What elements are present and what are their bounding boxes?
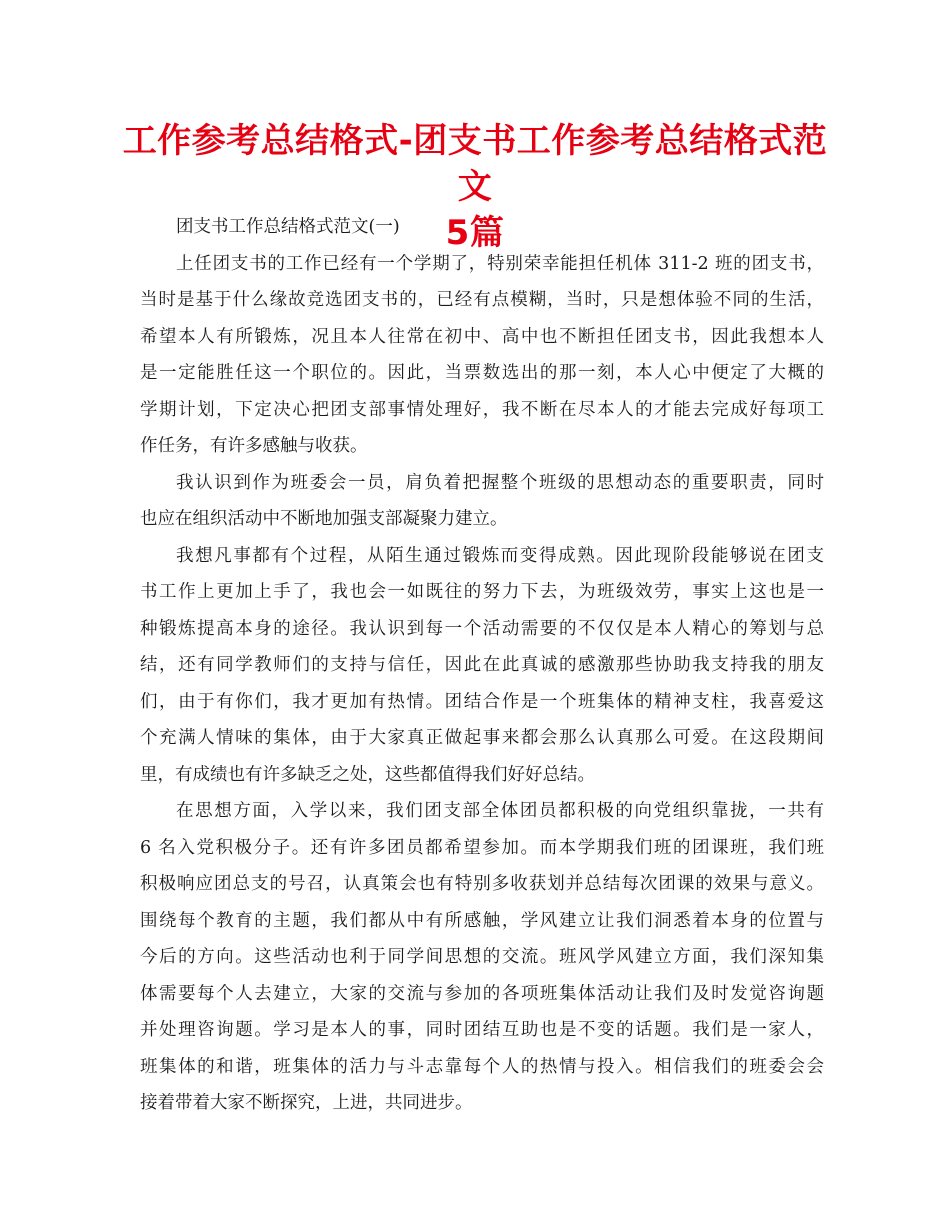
paragraph-line: 6 名入党积极分子。还有许多团员都希望参加。而本学期我们班的团课班，我们班 xyxy=(140,837,824,858)
paragraph-line: 接着带着大家不断探究，上进，共同进步。 xyxy=(140,1093,473,1113)
paragraph-line: 积极响应团总支的号召，认真策会也有特别多收获划并总结每次团课的效果与意义。 xyxy=(140,874,824,894)
section-heading: 团支书工作总结格式范文(一) xyxy=(176,217,400,237)
title-line-1: 工作参考总结格式-团支书工作参考总结格式范文 xyxy=(122,121,828,207)
paragraph-line: 个充满人情味的集体，由于大家真正做起事来都会那么认真那么可爱。在这段期间 xyxy=(140,728,824,748)
paragraph-line: 并处理咨询题。学习是本人的事，同时团结互助也是不变的话题。我们是一家人， xyxy=(140,1020,824,1040)
paragraph-line: 上任团支书的工作已经有一个学期了，特别荣幸能担任机体 311-2 班的团支书， xyxy=(176,253,824,274)
paragraph-line: 书工作上更加上手了，我也会一如既往的努力下去，为班级效劳，事实上这也是一 xyxy=(140,582,824,602)
paragraph-line: 希望本人有所锻炼，况且本人往常在初中、高中也不断担任团支书，因此我想本人 xyxy=(140,326,824,347)
paragraph-line: 今后的方向。这些活动也利于同学间思想的交流。班风学风建立方面，我们深知集 xyxy=(140,947,824,967)
paragraph-line: 我想凡事都有个过程，从陌生通过锻炼而变得成熟。因此现阶段能够说在团支 xyxy=(176,545,824,566)
paragraph-line: 结，还有同学教师们的支持与信任，因此在此真诚的感激那些协助我支持我的朋友 xyxy=(140,655,824,675)
paragraph-line: 里，有成绩也有许多缺乏之处，这些都值得我们好好总结。 xyxy=(140,764,595,785)
paragraph-line: 当时是基于什么缘故竞选团支书的，已经有点模糊，当时，只是想体验不同的生活， xyxy=(140,290,824,310)
paragraph-line: 也应在组织活动中不断地加强支部凝聚力建立。 xyxy=(140,509,508,529)
paragraph-line: 围绕每个教育的主题，我们都从中有所感触，学风建立让我们洞悉着本身的位置与 xyxy=(140,910,824,931)
paragraph-line: 是一定能胜任这一个职位的。因此，当票数选出的那一刻，本人心中便定了大概的 xyxy=(140,363,824,383)
document-body xyxy=(140,212,824,1125)
paragraph-line: 种锻炼提高本身的途径。我认识到每一个活动需要的不仅仅是本人精心的筹划与总 xyxy=(140,618,824,639)
paragraph-line: 在思想方面，入学以来，我们团支部全体团员都积极的向党组织靠拢，一共有 xyxy=(176,801,824,821)
paragraph-line: 们，由于有你们，我才更加有热情。团结合作是一个班集体的精神支柱，我喜爱这 xyxy=(140,691,824,712)
paragraph-line: 我认识到作为班委会一员，肩负着把握整个班级的思想动态的重要职责，同时 xyxy=(176,472,824,493)
paragraph-line: 班集体的和谐，班集体的活力与斗志靠每个人的热情与投入。相信我们的班委会会 xyxy=(140,1056,824,1077)
title-line-2: 5篇 xyxy=(445,213,505,253)
paragraph-line: 作任务，有许多感触与收获。 xyxy=(140,436,368,456)
paragraph-line: 学期计划，下定决心把团支部事情处理好，我不断在尽本人的才能去完成好每项工 xyxy=(140,399,824,420)
paragraph-line: 体需要每个人去建立，大家的交流与参加的各项班集体活动让我们及时发觉咨询题 xyxy=(140,983,824,1004)
